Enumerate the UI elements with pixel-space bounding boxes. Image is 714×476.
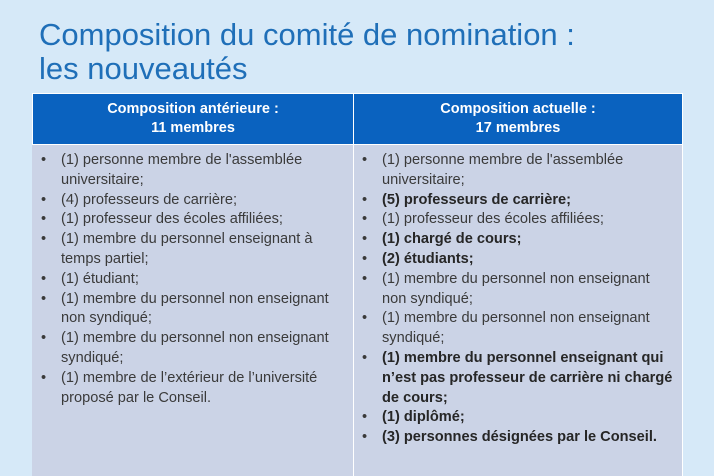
bullet-icon: • <box>362 429 368 446</box>
list-item-text: (1) membre du personnel enseignant qui n’est pas professeur de carrière ni chargé de cours; <box>382 349 673 406</box>
current-members-list <box>358 151 678 448</box>
list-item <box>37 329 349 369</box>
list-item-text: (1) membre de l’extérieur de l’université proposé par le Conseil. <box>61 369 318 406</box>
bullet-icon: • <box>362 211 368 228</box>
header-current-count: 17 membres <box>475 120 561 136</box>
list-item <box>37 290 349 330</box>
bullet-icon: • <box>362 231 368 248</box>
list-item-text: (1) personne membre de l'assemblée universitaire; <box>382 152 624 188</box>
list-item <box>358 250 678 270</box>
list-item <box>37 230 349 270</box>
table-header-row <box>33 94 683 145</box>
list-item-text: (1) professeur des écoles affiliées; <box>61 211 283 228</box>
current-composition-cell <box>354 145 683 476</box>
list-item-text: (1) étudiant; <box>61 270 139 287</box>
bullet-icon: • <box>41 191 47 208</box>
slide-title-line1: Composition du comité de nomination : <box>39 17 575 52</box>
list-item <box>358 210 678 230</box>
list-item-text: (4) professeurs de carrière; <box>61 191 238 208</box>
bullet-icon: • <box>362 409 368 426</box>
list-item <box>358 309 678 349</box>
list-item-text: (2) étudiants; <box>382 250 474 267</box>
list-item <box>358 408 678 428</box>
list-item <box>358 151 678 191</box>
list-item-text: (1) chargé de cours; <box>382 231 522 248</box>
slide-title <box>39 18 699 86</box>
bullet-icon: • <box>41 330 47 347</box>
list-item-text: (1) membre du personnel non enseignant non syndiqué; <box>61 290 329 327</box>
list-item-text: (1) personne membre de l'assemblée universitaire; <box>61 152 303 188</box>
slide-title-line2: les nouveautés <box>39 51 248 86</box>
list-item-text: (1) membre du personnel non enseignant syndiqué; <box>61 330 329 366</box>
list-item-text: (1) professeur des écoles affiliées; <box>382 211 604 228</box>
bullet-icon: • <box>362 152 368 168</box>
bullet-icon: • <box>41 369 47 386</box>
bullet-icon: • <box>362 191 368 208</box>
table-body-row <box>33 145 683 476</box>
bullet-icon: • <box>41 211 47 228</box>
bullet-icon: • <box>362 270 368 287</box>
list-item <box>358 349 678 408</box>
list-item <box>37 191 349 211</box>
list-item-text: (1) membre du personnel non enseignant non syndiqué; <box>382 270 650 307</box>
list-item <box>358 230 678 250</box>
header-previous-count: 11 membres <box>151 120 235 136</box>
list-item-text: (1) membre du personnel enseignant à temps partiel; <box>61 231 313 267</box>
bullet-icon: • <box>41 270 47 287</box>
composition-table <box>32 93 683 476</box>
bullet-icon: • <box>362 349 368 366</box>
header-current-title: Composition actuelle : <box>440 101 596 117</box>
list-item <box>358 428 678 448</box>
header-previous-composition <box>33 94 354 145</box>
previous-members-list <box>37 151 349 408</box>
list-item <box>37 369 349 409</box>
bullet-icon: • <box>41 152 47 168</box>
bullet-icon: • <box>362 310 368 327</box>
list-item-text: (1) diplômé; <box>382 409 465 426</box>
list-item <box>37 210 349 230</box>
list-item <box>37 151 349 191</box>
list-item-text: (1) membre du personnel non enseignant syndiqué; <box>382 310 650 347</box>
list-item <box>37 270 349 290</box>
previous-composition-cell <box>33 145 354 476</box>
bullet-icon: • <box>41 231 47 248</box>
header-current-composition <box>354 94 683 145</box>
header-previous-title: Composition antérieure : <box>107 101 279 117</box>
bullet-icon: • <box>362 250 368 267</box>
bullet-icon: • <box>41 290 47 307</box>
list-item <box>358 191 678 211</box>
list-item-text: (3) personnes désignées par le Conseil. <box>382 429 657 446</box>
list-item-text: (5) professeurs de carrière; <box>382 191 571 208</box>
list-item <box>358 270 678 310</box>
